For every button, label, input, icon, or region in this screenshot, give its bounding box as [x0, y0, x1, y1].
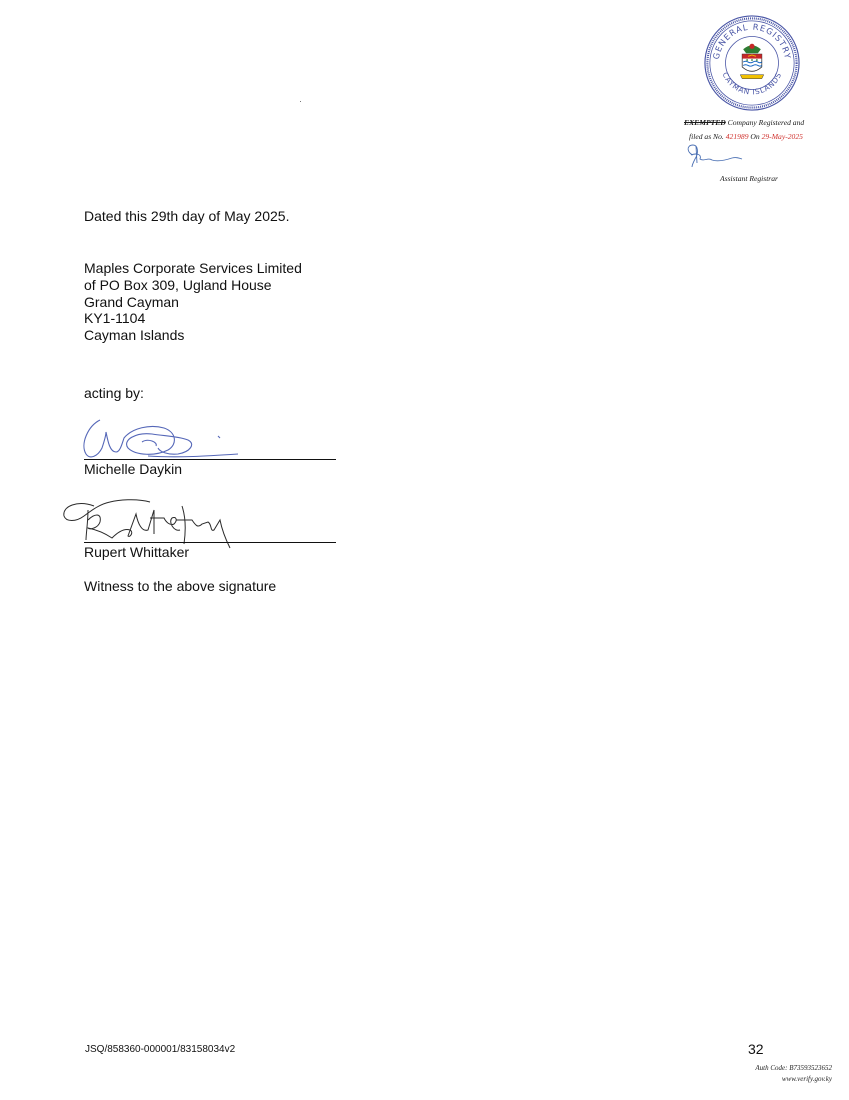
- signatory-name: Rupert Whittaker: [84, 544, 190, 560]
- address-line: Cayman Islands: [84, 327, 185, 344]
- registration-stamp-line2: [689, 132, 803, 141]
- address-line: KY1-1104: [84, 310, 146, 327]
- company-number: 421989: [725, 132, 749, 141]
- scan-speck: [300, 101, 301, 102]
- address-line: of PO Box 309, Ugland House: [84, 276, 272, 293]
- signature-line: [84, 542, 336, 543]
- signature-rupert-whittaker: [58, 492, 243, 552]
- registration-date: 29-May-2025: [761, 132, 803, 141]
- address-line: Grand Cayman: [84, 293, 179, 310]
- auth-code: Auth Code: B73593523652: [755, 1064, 832, 1072]
- document-reference: JSQ/858360-000001/83158034v2: [85, 1044, 236, 1055]
- exempted-status: EXEMPTED: [684, 118, 726, 127]
- seal-top-text: GENERAL REGISTRY: [710, 21, 794, 61]
- page-number: 32: [748, 1041, 764, 1057]
- registrar-title: Assistant Registrar: [720, 174, 779, 183]
- witness-label: Witness to the above signature: [84, 578, 277, 594]
- signature-michelle-daykin: [78, 414, 243, 464]
- filed-as-label: filed as No.: [689, 132, 726, 141]
- signature-line: [84, 459, 336, 460]
- coat-of-arms-icon: [740, 44, 764, 79]
- general-registry-seal: [703, 14, 801, 112]
- signatory-name: Michelle Daykin: [84, 461, 183, 477]
- acting-by-label: acting by:: [84, 385, 144, 401]
- dated-statement: Dated this 29th day of May 2025.: [84, 208, 290, 224]
- address-line: Maples Corporate Services Limited: [84, 260, 302, 276]
- registration-text: Company Registered and: [725, 118, 805, 127]
- registrar-signature: [684, 143, 746, 171]
- on-label: On: [748, 132, 762, 141]
- seal-bottom-text: CAYMAN ISLANDS: [720, 70, 784, 97]
- registration-stamp-line1: [684, 118, 804, 127]
- verify-url: www.verify.gov.ky: [781, 1075, 832, 1083]
- company-address: [84, 260, 302, 344]
